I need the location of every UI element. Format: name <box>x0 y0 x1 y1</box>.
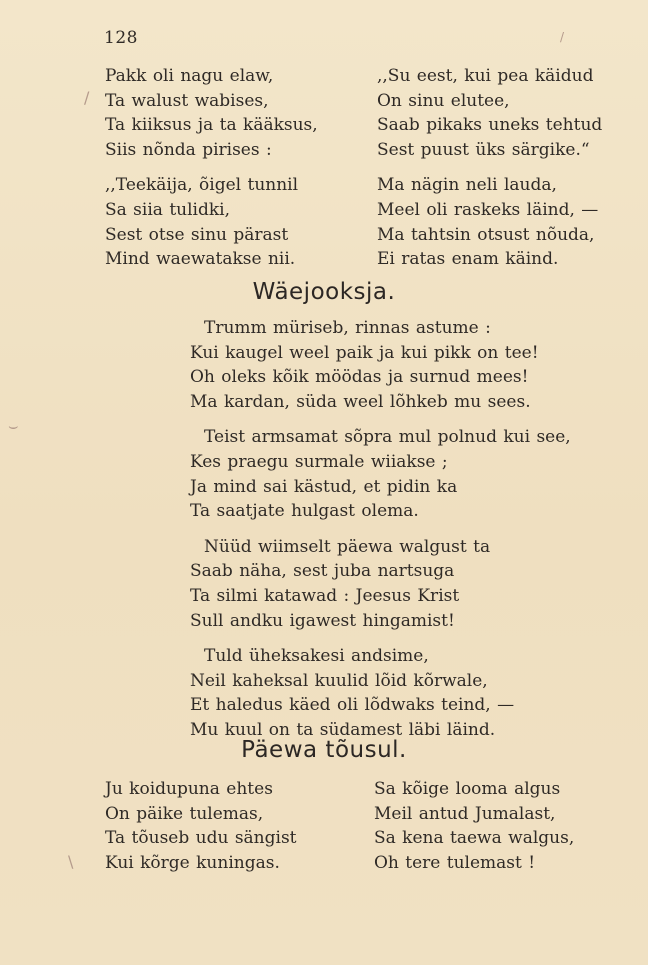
continuation-left-stanza-2 <box>105 173 365 271</box>
margin-mark-top-right: / <box>560 30 565 44</box>
poem-title-waejooksja: Wäejooksja. <box>252 279 396 305</box>
verse-line: Et haledus käed oli lõdwaks teind, — <box>190 695 515 716</box>
verse-line: Ta saatjate hulgast olema. <box>190 501 419 522</box>
margin-mark-left: ⌣ <box>8 416 19 435</box>
verse-line: Kes praegu surmale wiiakse ; <box>190 451 448 472</box>
margin-mark-top-left: / <box>84 88 90 107</box>
verse-line: Pakk oli nagu elaw, <box>105 66 274 86</box>
waejooksja-stanza-3 <box>190 535 630 633</box>
continuation-right-column <box>377 64 637 283</box>
verse-line: Ta tõuseb udu sängist <box>105 828 297 849</box>
verse-line: Mind waewatakse nii. <box>105 249 296 270</box>
verse-line: Sa kõige looma algus <box>374 779 561 799</box>
verse-line: Meel oli raskeks läind, — <box>377 199 599 220</box>
verse-line: Oh oleks kõik möödas ja surnud mees! <box>190 367 529 388</box>
verse-line: Trumm müriseb, rinnas astume : <box>204 318 491 338</box>
verse-line: Ta walust wabises, <box>105 90 269 111</box>
margin-mark-bottom-left: \ <box>68 852 74 871</box>
waejooksja-stanza-4 <box>190 644 630 742</box>
verse-line: Neil kaheksal kuulid lõid kõrwale, <box>190 670 488 691</box>
poem-title-paewa-tousul: Päewa tõusul. <box>241 737 407 763</box>
verse-line: Ma tahtsin otsust nõuda, <box>377 224 595 245</box>
verse-line: Saab pikaks uneks tehtud <box>377 115 603 136</box>
verse-line: Ma kardan, süda weel lõhkeb mu sees. <box>190 391 531 412</box>
verse-line: Teist armsamat sõpra mul polnud kui see, <box>204 427 571 448</box>
verse-line: Sest otse sinu pärast <box>105 224 289 245</box>
continuation-left-column <box>105 64 365 283</box>
verse-line: Ta kiiksus ja ta kääksus, <box>105 115 318 136</box>
verse-line: Meil antud Jumalast, <box>374 803 556 824</box>
page-number: 128 <box>104 28 138 48</box>
paewa-tousul-left-column <box>105 777 365 875</box>
waejooksja-body <box>190 316 630 754</box>
verse-line: ,,Teekäija, õigel tunnil <box>105 175 299 196</box>
verse-line: On sinu elutee, <box>377 90 510 111</box>
verse-line: Mu kuul on ta südamest läbi läind. <box>190 719 496 740</box>
verse-line: Sa siia tulidki, <box>105 199 231 220</box>
verse-line: Tuld üheksakesi andsime, <box>204 646 429 667</box>
waejooksja-stanza-2 <box>190 425 630 523</box>
continuation-right-stanza-1 <box>377 64 637 162</box>
verse-line: Sull andku igawest hingamist! <box>190 610 455 631</box>
verse-line: Nüüd wiimselt päewa walgust ta <box>204 536 491 557</box>
verse-line: Saab näha, sest juba nartsuga <box>190 561 455 582</box>
verse-line: Ei ratas enam käind. <box>377 249 559 270</box>
verse-line: ,,Su eest, kui pea käidud <box>377 66 594 86</box>
verse-line: Sest puust üks särgike.“ <box>377 139 590 160</box>
verse-line: Siis nõnda pirises : <box>105 139 272 160</box>
paewa-tousul-right-column <box>374 777 634 875</box>
verse-line: Oh tere tulemast ! <box>374 852 536 873</box>
verse-line: Ja mind sai kästud, et pidin ka <box>190 476 458 497</box>
verse-line: Ma nägin neli lauda, <box>377 175 557 196</box>
verse-line: Kui kaugel weel paik ja kui pikk on tee! <box>190 342 539 363</box>
waejooksja-stanza-1 <box>190 316 630 414</box>
verse-line: Kui kõrge kuningas. <box>105 852 280 873</box>
verse-line: Ta silmi katawad : Jeesus Krist <box>190 585 460 606</box>
verse-line: On päike tulemas, <box>105 803 264 824</box>
verse-line: Ju koidupuna ehtes <box>105 779 273 799</box>
continuation-right-stanza-2 <box>377 173 637 271</box>
continuation-left-stanza-1 <box>105 64 365 162</box>
verse-line: Sa kena taewa walgus, <box>374 828 575 849</box>
